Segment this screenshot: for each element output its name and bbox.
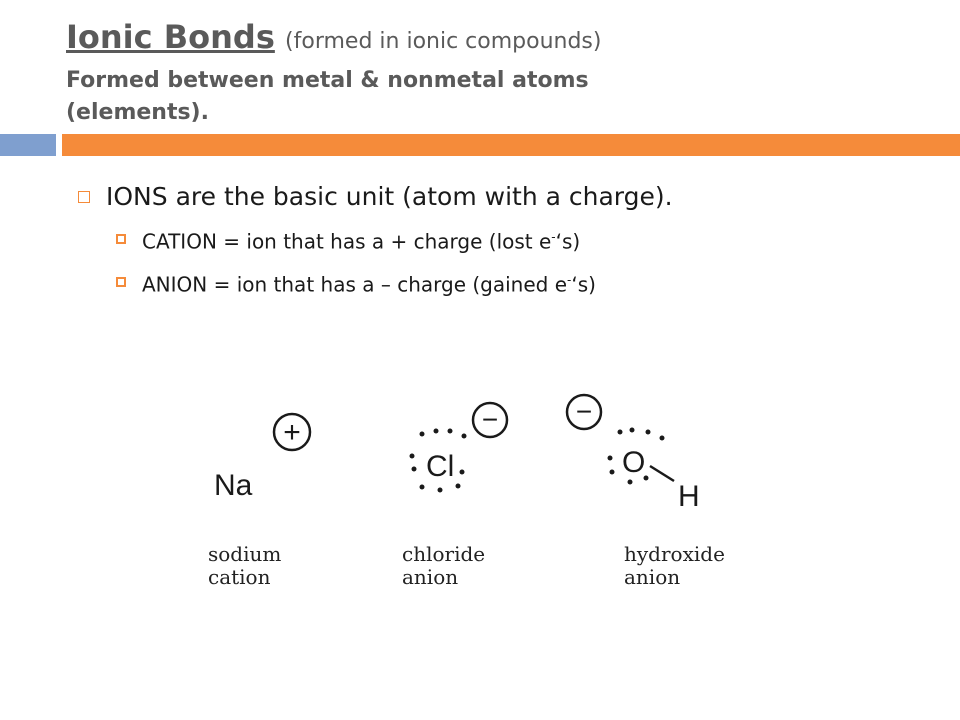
title-paren: (formed in ionic compounds) xyxy=(285,29,602,54)
bullet-cation xyxy=(116,218,938,261)
chloride-charge-sign: − xyxy=(481,404,499,435)
sodium-charge-sign: + xyxy=(283,416,301,449)
cation-sup: - xyxy=(551,230,556,244)
bullet-square-icon xyxy=(116,234,126,244)
hydroxide-label-2: anion xyxy=(624,565,681,589)
cation-tail: ‘s) xyxy=(555,229,581,254)
bullet-ions xyxy=(78,176,938,218)
bullet-square-icon xyxy=(116,277,126,287)
bullet-cation-text xyxy=(142,218,580,261)
o-h-bond xyxy=(650,466,674,481)
bullet-anion-text xyxy=(142,261,596,304)
sodium-label-2: cation xyxy=(208,565,271,589)
title-main: Ionic Bonds xyxy=(66,18,275,56)
chloride-ion xyxy=(402,403,507,589)
title-line xyxy=(66,14,926,65)
sodium-symbol: Na xyxy=(214,469,253,502)
ion-diagram xyxy=(200,386,780,606)
hydroxide-oxygen-symbol: O xyxy=(622,446,646,479)
bullet-square-icon xyxy=(78,191,90,203)
subtitle-line-1: Formed between metal & nonmetal atoms xyxy=(66,68,589,93)
accent-bar-blue xyxy=(0,134,56,156)
bullet-anion xyxy=(116,261,938,304)
cation-main: CATION = ion that has a + charge (lost e xyxy=(142,229,552,254)
hydroxide-ion xyxy=(567,395,725,589)
subtitle-line-2: (elements). xyxy=(66,100,209,125)
chloride-label-2: anion xyxy=(402,565,459,589)
hydroxide-label-1: hydroxide xyxy=(624,542,725,566)
chloride-symbol: Cl xyxy=(426,450,455,483)
slide-title xyxy=(66,14,926,129)
anion-main: ANION = ion that has a – charge (gained e xyxy=(142,272,567,297)
chloride-label-1: chloride xyxy=(402,542,486,566)
bullet-list xyxy=(78,176,938,303)
bullet-ions-text: IONS are the basic unit (atom with a charge). xyxy=(106,182,673,211)
sodium-ion xyxy=(208,414,310,589)
anion-sup: - xyxy=(567,272,572,287)
anion-tail: ‘s) xyxy=(571,272,596,297)
hydroxide-charge-sign: − xyxy=(575,396,593,427)
sodium-label-1: sodium xyxy=(208,542,282,566)
hydroxide-hydrogen-symbol: H xyxy=(678,480,700,513)
accent-bar-orange xyxy=(62,134,960,156)
